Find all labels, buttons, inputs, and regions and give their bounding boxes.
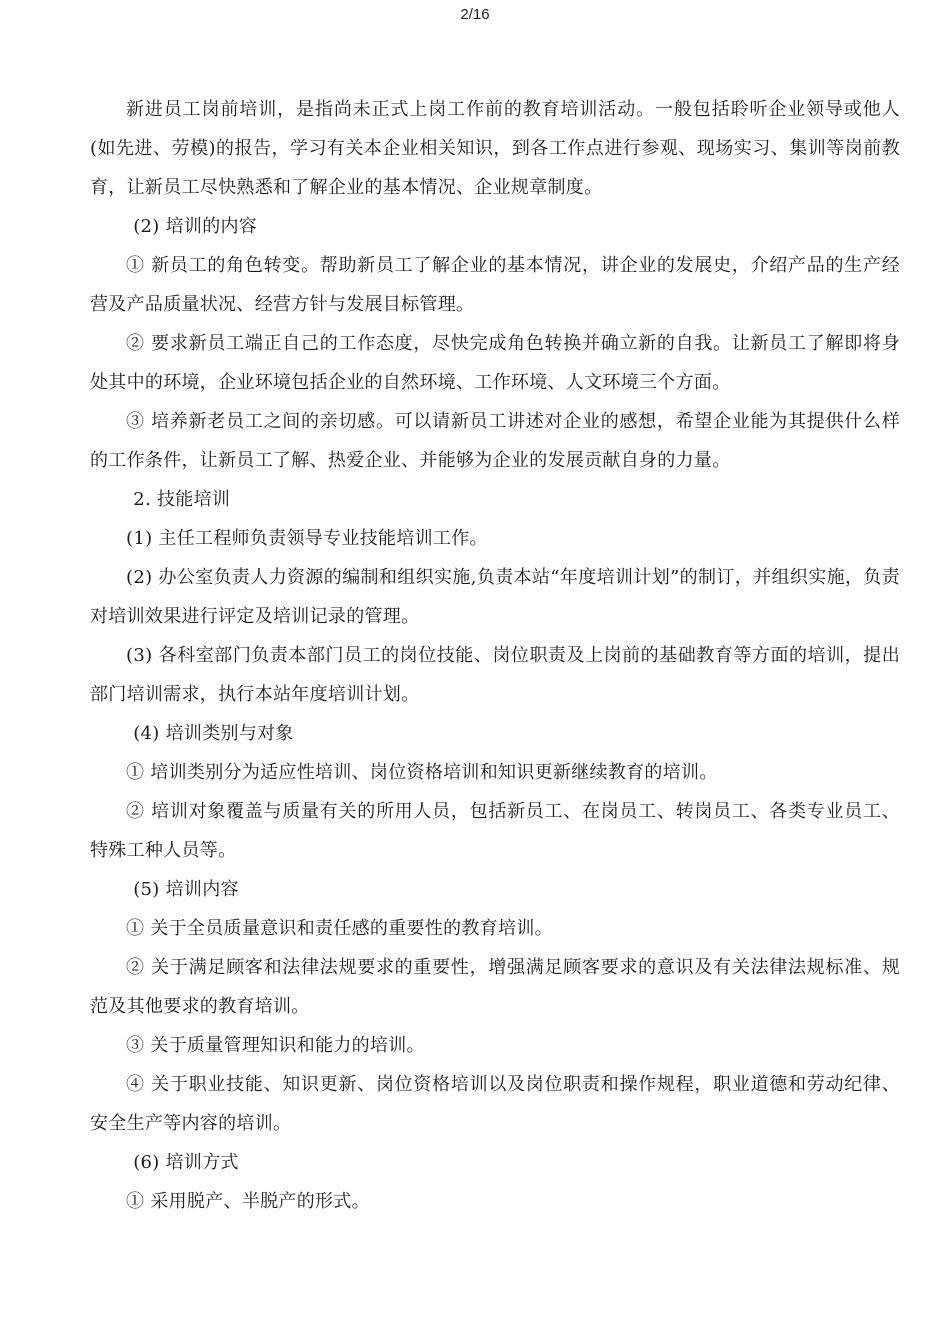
list-item-categories: ① 培训类别分为适应性培训、岗位资格培训和知识更新继续教育的培训。	[126, 762, 718, 783]
section-heading-categories: (4) 培训类别与对象	[133, 723, 294, 744]
list-item-vocational-skills: ④ 关于职业技能、知识更新、岗位资格培训以及岗位职责和操作规程，职业道德和劳动纪律、安全生产等内容的培训。	[90, 1074, 900, 1134]
list-item-role-change: ① 新员工的角色转变。帮助新员工了解企业的基本情况，讲企业的发展史，介绍产品的生产经营及产品质量状况、经营方针与发展目标管理。	[90, 255, 900, 315]
list-item-office: (2) 办公室负责人力资源的编制和组织实施,负责本站“年度培训计划”的制订，并组织实施，负责对培训效果进行评定及培训记录的管理。	[90, 567, 900, 627]
list-item-work-attitude: ② 要求新员工端正自己的工作态度，尽快完成角色转换并确立新的自我。让新员工了解即将身处其中的环境，企业环境包括企业的自然环境、工作环境、人文环境三个方面。	[90, 333, 900, 393]
section-heading-training-content: (2) 培训的内容	[133, 216, 258, 237]
paragraph-intro: 新进员工岗前培训，是指尚未正式上岗工作前的教育培训活动。一般包括聆听企业领导或他人(如先进、劳模)的报告，学习有关本企业相关知识，到各工作点进行参观、现场实习、集训等岗前教育，让新员工尽快熟悉和了解企业的基本情况、企业规章制度。	[90, 99, 900, 198]
section-heading-skills-training: 2. 技能培训	[133, 489, 231, 510]
list-item-chief-engineer: (1) 主任工程师负责领导专业技能培训工作。	[126, 528, 488, 549]
list-item-quality-awareness: ① 关于全员质量意识和责任感的重要性的教育培训。	[126, 918, 553, 939]
section-heading-methods: (6) 培训方式	[133, 1152, 239, 1173]
list-item-quality-management: ③ 关于质量管理知识和能力的培训。	[126, 1035, 425, 1056]
page-number: 2/16	[460, 6, 490, 23]
list-item-rapport: ③ 培养新老员工之间的亲切感。可以请新员工讲述对企业的感想，希望企业能为其提供什么样的工作条件，让新员工了解、热爱企业、并能够为企业的发展贡献自身的力量。	[90, 411, 900, 471]
list-item-departments: (3) 各科室部门负责本部门员工的岗位技能、岗位职责及上岗前的基础教育等方面的培训，提出部门培训需求，执行本站年度培训计划。	[90, 645, 900, 705]
list-item-methods: ① 采用脱产、半脱产的形式。	[126, 1191, 370, 1212]
list-item-customer-requirements: ② 关于满足顾客和法律法规要求的重要性，增强满足顾客要求的意识及有关法律法规标准、规范及其他要求的教育培训。	[90, 957, 900, 1017]
list-item-target-personnel: ② 培训对象覆盖与质量有关的所用人员，包括新员工、在岗员工、转岗员工、各类专业员工、特殊工种人员等。	[90, 801, 900, 861]
section-heading-content: (5) 培训内容	[133, 879, 239, 900]
document-body	[90, 90, 900, 1221]
